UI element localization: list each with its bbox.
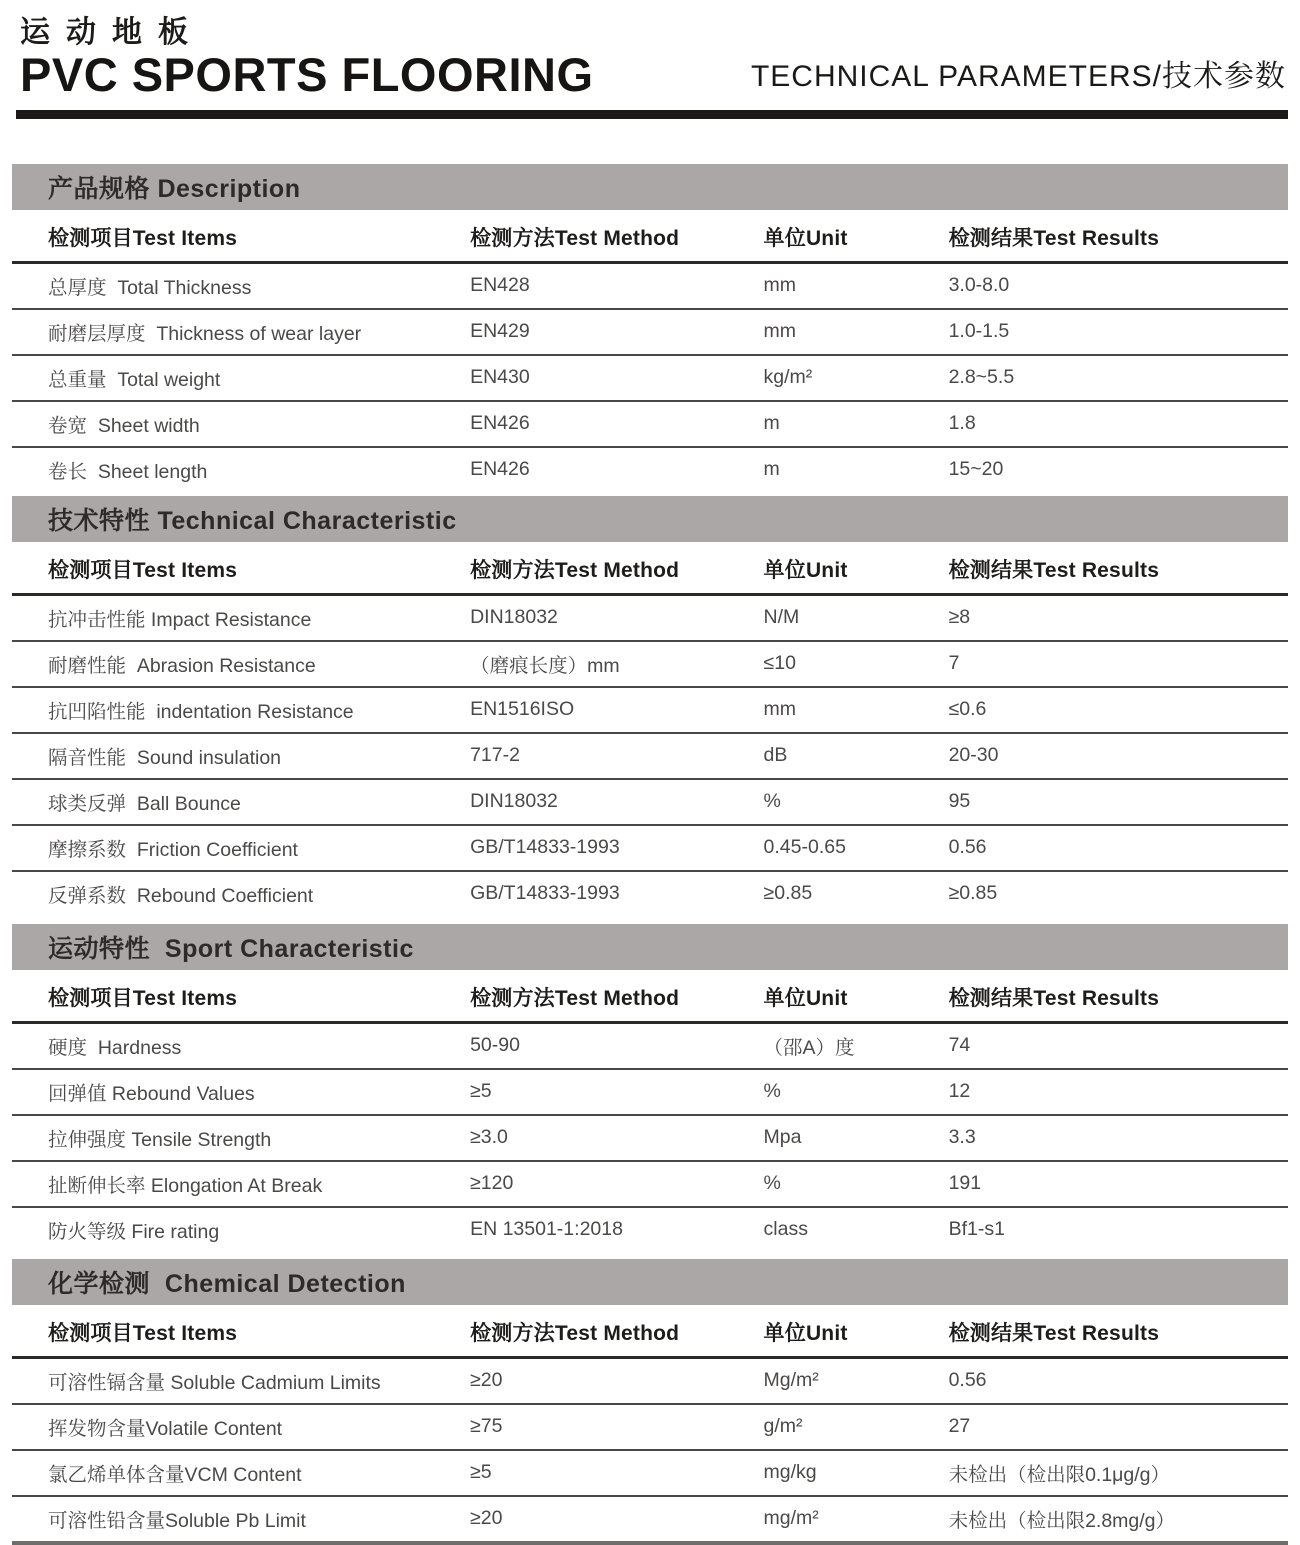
column-header-unit: 单位Unit [764, 1305, 949, 1358]
cell-test-result: 未检出（检出限0.1μg/g） [949, 1450, 1288, 1496]
cell-unit: m [763, 458, 780, 481]
column-header-test-items: 检测项目Test Items [12, 210, 470, 263]
cell-unit: % [764, 779, 949, 825]
table-row [12, 1404, 1288, 1450]
cell-test-result: 1.8 [949, 401, 1288, 447]
column-header-test-results: 检测结果Test Results [949, 542, 1288, 595]
table-row [12, 687, 1288, 733]
cell-test-result: 27 [949, 1404, 1288, 1450]
cell-unit: ≥0.85 [763, 882, 813, 905]
cell-test-method: GB/T14833-1993 [470, 882, 620, 905]
cell-test-item: 球类反弹 Ball Bounce [12, 779, 470, 825]
cell-unit: % [764, 1069, 949, 1115]
cell-test-result: 3.0-8.0 [949, 262, 1288, 309]
table-row [12, 1207, 1288, 1252]
cell-test-result: 未检出（检出限2.8mg/g） [948, 1509, 1176, 1532]
cell-test-item: 氯乙烯单体含量VCM Content [12, 1450, 470, 1496]
cell-test-method: ≥5 [470, 1069, 763, 1115]
cell-test-result: 7 [949, 641, 1288, 687]
cell-test-method: 717-2 [470, 733, 763, 779]
column-header-test-method: 检测方法Test Method [470, 970, 763, 1023]
column-header-test-items: 检测项目Test Items [12, 542, 470, 595]
cell-test-result: 1.0-1.5 [949, 309, 1288, 355]
table-row [12, 1069, 1288, 1115]
cell-test-method: EN1516ISO [470, 687, 763, 733]
table-header-row [12, 1305, 1288, 1358]
table-row [12, 1450, 1288, 1496]
cell-test-item: 抗凹陷性能 indentation Resistance [12, 687, 470, 733]
cell-test-item: 总重量 Total weight [12, 355, 470, 401]
sport-table [12, 970, 1288, 1252]
table-row [12, 733, 1288, 779]
table-row [12, 594, 1288, 641]
cell-test-method: ≥20 [470, 1507, 503, 1530]
table-row [12, 401, 1288, 447]
table-row [12, 1496, 1288, 1543]
cell-unit: 0.45-0.65 [764, 825, 949, 871]
cell-unit: ≤10 [764, 641, 949, 687]
cell-unit: mm [764, 309, 949, 355]
cell-test-result: 20-30 [949, 733, 1288, 779]
doc-header [20, 16, 1286, 99]
cell-test-result: 0.56 [949, 825, 1288, 871]
cell-test-item: 可溶性镉含量 Soluble Cadmium Limits [12, 1357, 470, 1404]
doc-subtitle: TECHNICAL PARAMETERS/技术参数 [750, 59, 1286, 93]
table-header-row [12, 542, 1288, 595]
section-header-description: 产品规格 Description [12, 164, 1288, 210]
cell-unit: Mpa [764, 1115, 949, 1161]
column-header-test-items: 检测项目Test Items [12, 1305, 470, 1358]
technical-table [12, 542, 1288, 916]
header-rule [16, 110, 1288, 119]
cell-unit: N/M [764, 594, 949, 641]
column-header-test-results: 检测结果Test Results [949, 970, 1288, 1023]
table-row [12, 1357, 1288, 1404]
section-header-chemical: 化学检测 Chemical Detection [12, 1259, 1288, 1305]
cell-test-method: EN428 [470, 262, 763, 309]
spec-sheet-page [0, 16, 1300, 1532]
cell-unit: g/m² [764, 1404, 949, 1450]
column-header-test-method: 检测方法Test Method [470, 210, 763, 263]
cell-test-item: 防火等级 Fire rating [48, 1220, 220, 1243]
cell-test-item: 反弹系数 Rebound Coefficient [48, 884, 314, 907]
cell-test-method: 50-90 [470, 1022, 763, 1069]
cell-test-result: ≥8 [949, 594, 1288, 641]
doc-title-chinese: 运动地板 [20, 16, 204, 49]
cell-test-result: ≥0.85 [948, 882, 998, 905]
cell-test-result: 2.8~5.5 [949, 355, 1288, 401]
doc-title-block [20, 16, 594, 99]
cell-test-method: ≥120 [470, 1161, 763, 1207]
section-chemical-detection [12, 1259, 1288, 1545]
cell-test-method: ≥20 [470, 1357, 763, 1404]
cell-test-method: EN429 [470, 309, 763, 355]
table-row [12, 355, 1288, 401]
cell-unit: m [764, 401, 949, 447]
cell-test-item: 卷长 Sheet length [48, 460, 208, 483]
cell-unit: mm [764, 687, 949, 733]
cell-test-method: EN 13501-1:2018 [470, 1218, 623, 1241]
cell-test-item: 总厚度 Total Thickness [12, 262, 470, 309]
column-header-unit: 单位Unit [764, 542, 949, 595]
table-header-row [12, 210, 1288, 263]
chemical-table [12, 1305, 1288, 1545]
cell-test-item: 拉伸强度 Tensile Strength [12, 1115, 470, 1161]
table-header-row [12, 970, 1288, 1023]
section-technical-characteristic [12, 496, 1288, 916]
cell-test-method: EN430 [470, 355, 763, 401]
cell-test-method: DIN18032 [470, 594, 763, 641]
table-row [12, 1161, 1288, 1207]
cell-test-item: 抗冲击性能 Impact Resistance [12, 594, 470, 641]
table-row [12, 825, 1288, 871]
cell-test-item: 硬度 Hardness [12, 1022, 470, 1069]
column-header-test-results: 检测结果Test Results [949, 1305, 1288, 1358]
cell-test-method: GB/T14833-1993 [470, 825, 763, 871]
cell-test-method: （磨痕长度）mm [470, 641, 763, 687]
description-table [12, 210, 1288, 492]
cell-test-item: 耐磨性能 Abrasion Resistance [12, 641, 470, 687]
column-header-unit: 单位Unit [764, 970, 949, 1023]
cell-test-item: 回弹值 Rebound Values [12, 1069, 470, 1115]
cell-unit: kg/m² [764, 355, 949, 401]
cell-test-result: 15~20 [948, 458, 1004, 481]
table-row [12, 1022, 1288, 1069]
cell-test-item: 挥发物含量Volatile Content [12, 1404, 470, 1450]
cell-test-method: EN426 [470, 401, 763, 447]
cell-test-result: 95 [949, 779, 1288, 825]
section-sport-characteristic [12, 924, 1288, 1252]
column-header-unit: 单位Unit [764, 210, 949, 263]
cell-unit: Mg/m² [764, 1357, 949, 1404]
cell-test-method: ≥5 [470, 1450, 763, 1496]
cell-test-method: EN426 [470, 458, 530, 481]
cell-test-result: 191 [949, 1161, 1288, 1207]
column-header-test-method: 检测方法Test Method [470, 1305, 763, 1358]
section-header-technical: 技术特性 Technical Characteristic [12, 496, 1288, 542]
cell-unit: mg/kg [764, 1450, 949, 1496]
cell-test-item: 扯断伸长率 Elongation At Break [12, 1161, 470, 1207]
table-row [12, 779, 1288, 825]
cell-unit: mg/m² [763, 1507, 819, 1530]
cell-test-item: 隔音性能 Sound insulation [12, 733, 470, 779]
cell-test-result: Bf1-s1 [948, 1218, 1005, 1241]
cell-test-result: 3.3 [949, 1115, 1288, 1161]
cell-unit: mm [764, 262, 949, 309]
doc-title-english: PVC SPORTS FLOORING [20, 48, 594, 101]
cell-test-result: 0.56 [949, 1357, 1288, 1404]
table-row [12, 871, 1288, 916]
cell-test-item: 可溶性铅含量Soluble Pb Limit [48, 1509, 306, 1532]
cell-test-item: 卷宽 Sheet width [12, 401, 470, 447]
table-row [12, 641, 1288, 687]
column-header-test-method: 检测方法Test Method [470, 542, 763, 595]
cell-test-result: 12 [949, 1069, 1288, 1115]
cell-test-item: 摩擦系数 Friction Coefficient [12, 825, 470, 871]
section-description [12, 164, 1288, 492]
section-header-sport: 运动特性 Sport Characteristic [12, 924, 1288, 970]
cell-test-item: 耐磨层厚度 Thickness of wear layer [12, 309, 470, 355]
cell-test-method: ≥3.0 [470, 1115, 763, 1161]
table-row [12, 447, 1288, 492]
cell-unit: （邵A）度 [764, 1022, 949, 1069]
cell-test-method: DIN18032 [470, 779, 763, 825]
table-row [12, 262, 1288, 309]
column-header-test-items: 检测项目Test Items [12, 970, 470, 1023]
cell-unit: class [763, 1218, 808, 1241]
cell-unit: % [764, 1161, 949, 1207]
cell-unit: dB [764, 733, 949, 779]
cell-test-result: ≤0.6 [949, 687, 1288, 733]
table-row [12, 309, 1288, 355]
cell-test-result: 74 [949, 1022, 1288, 1069]
table-row [12, 1115, 1288, 1161]
cell-test-method: ≥75 [470, 1404, 763, 1450]
column-header-test-results: 检测结果Test Results [949, 210, 1288, 263]
